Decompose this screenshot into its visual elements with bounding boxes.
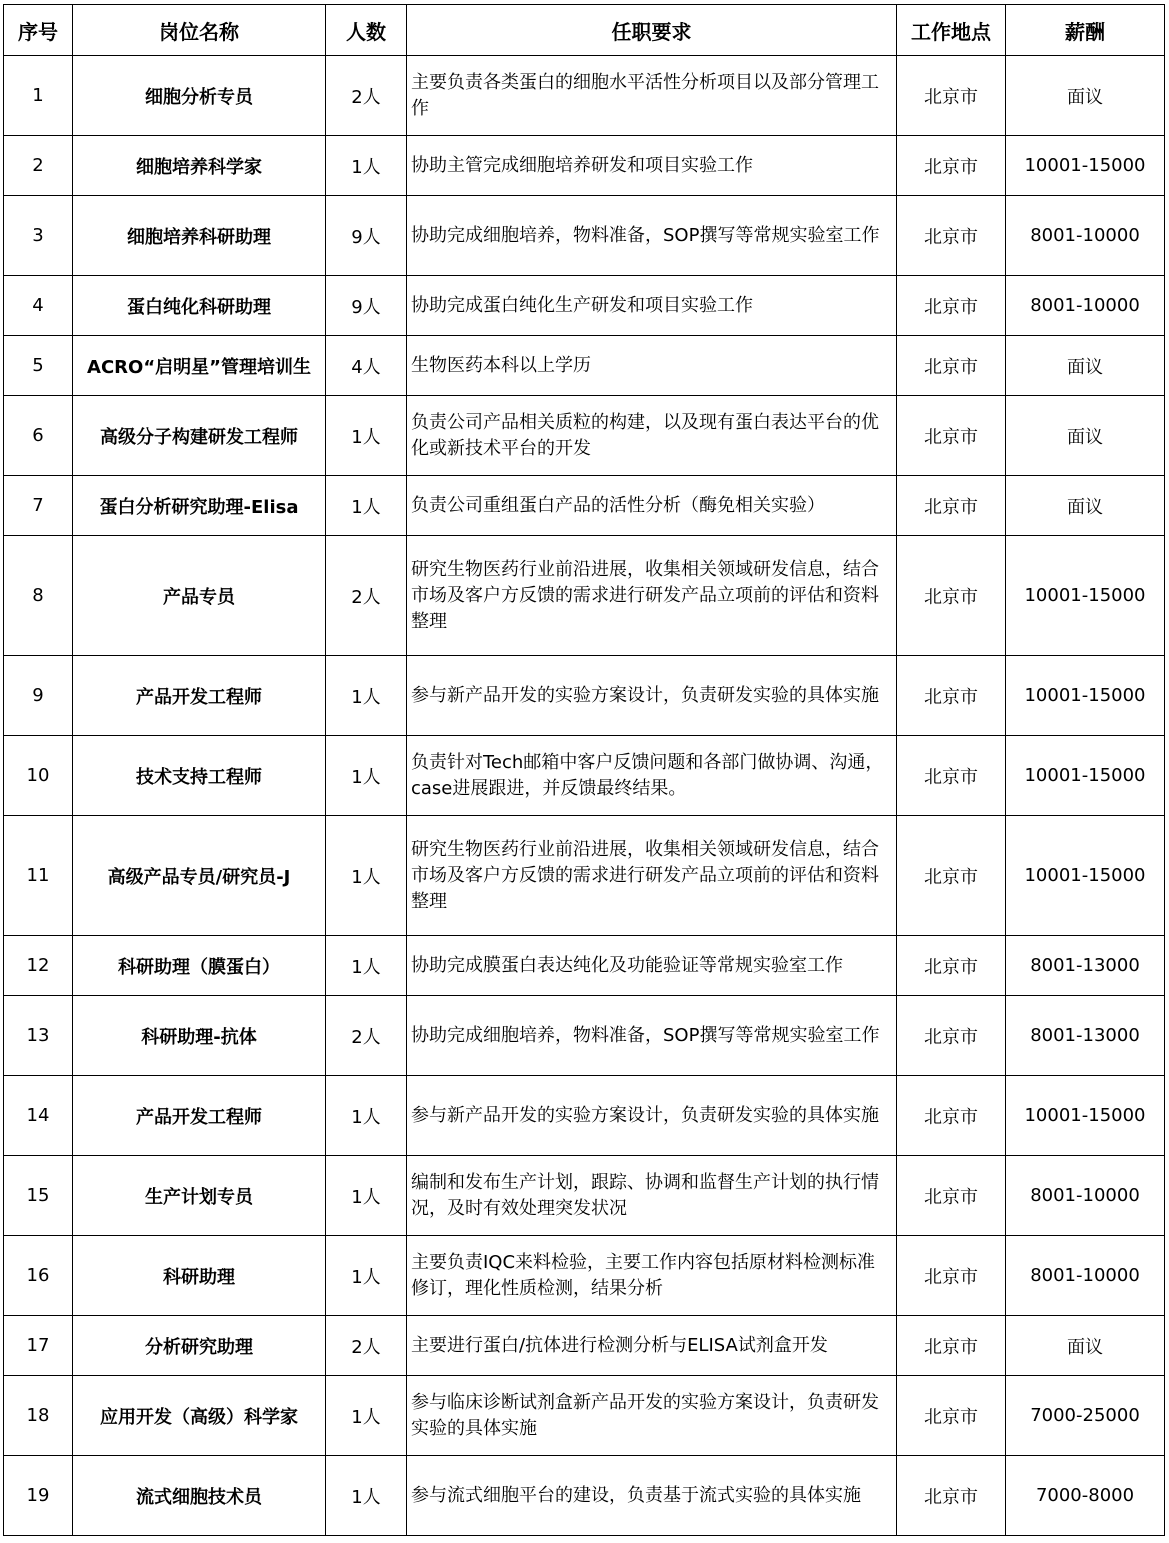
salary: 7000-25000 bbox=[1006, 1376, 1165, 1456]
headcount: 2人 bbox=[326, 1316, 407, 1376]
headcount: 4人 bbox=[326, 336, 407, 396]
job-title: 产品开发工程师 bbox=[73, 1076, 326, 1156]
headcount: 1人 bbox=[326, 656, 407, 736]
headcount: 1人 bbox=[326, 736, 407, 816]
salary: 10001-15000 bbox=[1006, 656, 1165, 736]
row-number: 7 bbox=[4, 476, 73, 536]
table-row bbox=[4, 656, 1165, 736]
table-row bbox=[4, 816, 1165, 936]
headcount: 9人 bbox=[326, 276, 407, 336]
salary: 面议 bbox=[1006, 1316, 1165, 1376]
header-requirements: 任职要求 bbox=[407, 5, 897, 56]
job-title: 技术支持工程师 bbox=[73, 736, 326, 816]
salary: 10001-15000 bbox=[1006, 736, 1165, 816]
job-title: 细胞培养科研助理 bbox=[73, 196, 326, 276]
table-row bbox=[4, 276, 1165, 336]
work-location: 北京市 bbox=[897, 1316, 1006, 1376]
job-requirements: 协助主管完成细胞培养研发和项目实验工作 bbox=[407, 136, 897, 196]
salary: 10001-15000 bbox=[1006, 136, 1165, 196]
work-location: 北京市 bbox=[897, 276, 1006, 336]
job-requirements: 协助完成细胞培养，物料准备，SOP撰写等常规实验室工作 bbox=[407, 196, 897, 276]
headcount: 1人 bbox=[326, 1376, 407, 1456]
job-requirements: 参与新产品开发的实验方案设计，负责研发实验的具体实施 bbox=[407, 656, 897, 736]
row-number: 15 bbox=[4, 1156, 73, 1236]
job-title: 细胞分析专员 bbox=[73, 56, 326, 136]
headcount: 1人 bbox=[326, 1236, 407, 1316]
job-requirements: 编制和发布生产计划，跟踪、协调和监督生产计划的执行情况，及时有效处理突发状况 bbox=[407, 1156, 897, 1236]
work-location: 北京市 bbox=[897, 1156, 1006, 1236]
work-location: 北京市 bbox=[897, 476, 1006, 536]
salary: 7000-8000 bbox=[1006, 1456, 1165, 1536]
salary: 8001-10000 bbox=[1006, 1236, 1165, 1316]
row-number: 13 bbox=[4, 996, 73, 1076]
job-title: 细胞培养科学家 bbox=[73, 136, 326, 196]
salary: 8001-10000 bbox=[1006, 196, 1165, 276]
job-requirements: 主要负责IQC来料检验，主要工作内容包括原材料检测标准修订，理化性质检测，结果分析 bbox=[407, 1236, 897, 1316]
row-number: 6 bbox=[4, 396, 73, 476]
salary: 8001-13000 bbox=[1006, 996, 1165, 1076]
job-requirements: 主要进行蛋白/抗体进行检测分析与ELISA试剂盒开发 bbox=[407, 1316, 897, 1376]
job-requirements: 负责针对Tech邮箱中客户反馈问题和各部门做协调、沟通，case进展跟进，并反馈最终结果。 bbox=[407, 736, 897, 816]
table-row bbox=[4, 1156, 1165, 1236]
job-title: 分析研究助理 bbox=[73, 1316, 326, 1376]
work-location: 北京市 bbox=[897, 996, 1006, 1076]
table-row bbox=[4, 1456, 1165, 1536]
row-number: 18 bbox=[4, 1376, 73, 1456]
salary: 面议 bbox=[1006, 336, 1165, 396]
headcount: 1人 bbox=[326, 816, 407, 936]
headcount: 9人 bbox=[326, 196, 407, 276]
salary: 10001-15000 bbox=[1006, 536, 1165, 656]
row-number: 4 bbox=[4, 276, 73, 336]
job-title: 产品开发工程师 bbox=[73, 656, 326, 736]
job-title: 高级产品专员/研究员-J bbox=[73, 816, 326, 936]
work-location: 北京市 bbox=[897, 816, 1006, 936]
job-requirements: 协助完成细胞培养，物料准备，SOP撰写等常规实验室工作 bbox=[407, 996, 897, 1076]
work-location: 北京市 bbox=[897, 1236, 1006, 1316]
job-requirements: 协助完成膜蛋白表达纯化及功能验证等常规实验室工作 bbox=[407, 936, 897, 996]
headcount: 1人 bbox=[326, 476, 407, 536]
job-title: 高级分子构建研发工程师 bbox=[73, 396, 326, 476]
table-row bbox=[4, 736, 1165, 816]
header-job-title: 岗位名称 bbox=[73, 5, 326, 56]
job-title: 蛋白分析研究助理-Elisa bbox=[73, 476, 326, 536]
table-row bbox=[4, 1076, 1165, 1156]
work-location: 北京市 bbox=[897, 396, 1006, 476]
headcount: 1人 bbox=[326, 1076, 407, 1156]
table-row bbox=[4, 936, 1165, 996]
table-row bbox=[4, 336, 1165, 396]
job-requirements: 研究生物医药行业前沿进展，收集相关领域研发信息，结合市场及客户方反馈的需求进行研发产品立项前的评估和资料整理 bbox=[407, 816, 897, 936]
headcount: 1人 bbox=[326, 1156, 407, 1236]
row-number: 12 bbox=[4, 936, 73, 996]
header-salary: 薪酬 bbox=[1006, 5, 1165, 56]
headcount: 1人 bbox=[326, 136, 407, 196]
job-title: 科研助理（膜蛋白） bbox=[73, 936, 326, 996]
headcount: 1人 bbox=[326, 936, 407, 996]
work-location: 北京市 bbox=[897, 1076, 1006, 1156]
job-title: 应用开发（高级）科学家 bbox=[73, 1376, 326, 1456]
table-row bbox=[4, 1316, 1165, 1376]
job-requirements: 负责公司重组蛋白产品的活性分析（酶免相关实验） bbox=[407, 476, 897, 536]
salary: 8001-13000 bbox=[1006, 936, 1165, 996]
job-title: 产品专员 bbox=[73, 536, 326, 656]
job-requirements: 生物医药本科以上学历 bbox=[407, 336, 897, 396]
table-row bbox=[4, 996, 1165, 1076]
row-number: 2 bbox=[4, 136, 73, 196]
headcount: 2人 bbox=[326, 536, 407, 656]
work-location: 北京市 bbox=[897, 1456, 1006, 1536]
headcount: 1人 bbox=[326, 396, 407, 476]
table-row bbox=[4, 1376, 1165, 1456]
row-number: 9 bbox=[4, 656, 73, 736]
table-row bbox=[4, 1236, 1165, 1316]
work-location: 北京市 bbox=[897, 656, 1006, 736]
row-number: 3 bbox=[4, 196, 73, 276]
work-location: 北京市 bbox=[897, 336, 1006, 396]
work-location: 北京市 bbox=[897, 536, 1006, 656]
row-number: 10 bbox=[4, 736, 73, 816]
salary: 8001-10000 bbox=[1006, 276, 1165, 336]
job-requirements: 主要负责各类蛋白的细胞水平活性分析项目以及部分管理工作 bbox=[407, 56, 897, 136]
headcount: 2人 bbox=[326, 56, 407, 136]
table-header-row bbox=[4, 5, 1165, 56]
job-title: 科研助理 bbox=[73, 1236, 326, 1316]
work-location: 北京市 bbox=[897, 1376, 1006, 1456]
header-number: 序号 bbox=[4, 5, 73, 56]
job-requirements: 负责公司产品相关质粒的构建，以及现有蛋白表达平台的优化或新技术平台的开发 bbox=[407, 396, 897, 476]
salary: 8001-10000 bbox=[1006, 1156, 1165, 1236]
work-location: 北京市 bbox=[897, 736, 1006, 816]
row-number: 17 bbox=[4, 1316, 73, 1376]
table-row bbox=[4, 396, 1165, 476]
work-location: 北京市 bbox=[897, 936, 1006, 996]
salary: 10001-15000 bbox=[1006, 1076, 1165, 1156]
work-location: 北京市 bbox=[897, 196, 1006, 276]
header-headcount: 人数 bbox=[326, 5, 407, 56]
salary: 10001-15000 bbox=[1006, 816, 1165, 936]
job-requirements: 参与新产品开发的实验方案设计，负责研发实验的具体实施 bbox=[407, 1076, 897, 1156]
headcount: 2人 bbox=[326, 996, 407, 1076]
job-title: 科研助理-抗体 bbox=[73, 996, 326, 1076]
job-title: 蛋白纯化科研助理 bbox=[73, 276, 326, 336]
job-title: ACRO“启明星”管理培训生 bbox=[73, 336, 326, 396]
job-requirements: 研究生物医药行业前沿进展，收集相关领域研发信息，结合市场及客户方反馈的需求进行研发产品立项前的评估和资料整理 bbox=[407, 536, 897, 656]
row-number: 16 bbox=[4, 1236, 73, 1316]
row-number: 11 bbox=[4, 816, 73, 936]
job-requirements: 协助完成蛋白纯化生产研发和项目实验工作 bbox=[407, 276, 897, 336]
row-number: 14 bbox=[4, 1076, 73, 1156]
row-number: 8 bbox=[4, 536, 73, 656]
table-row bbox=[4, 56, 1165, 136]
work-location: 北京市 bbox=[897, 56, 1006, 136]
job-requirements: 参与流式细胞平台的建设，负责基于流式实验的具体实施 bbox=[407, 1456, 897, 1536]
row-number: 5 bbox=[4, 336, 73, 396]
table-row bbox=[4, 476, 1165, 536]
job-title: 流式细胞技术员 bbox=[73, 1456, 326, 1536]
table-row bbox=[4, 196, 1165, 276]
headcount: 1人 bbox=[326, 1456, 407, 1536]
header-location: 工作地点 bbox=[897, 5, 1006, 56]
job-listing-table bbox=[3, 4, 1165, 1536]
salary: 面议 bbox=[1006, 476, 1165, 536]
work-location: 北京市 bbox=[897, 136, 1006, 196]
row-number: 1 bbox=[4, 56, 73, 136]
job-requirements: 参与临床诊断试剂盒新产品开发的实验方案设计，负责研发实验的具体实施 bbox=[407, 1376, 897, 1456]
salary: 面议 bbox=[1006, 56, 1165, 136]
row-number: 19 bbox=[4, 1456, 73, 1536]
job-title: 生产计划专员 bbox=[73, 1156, 326, 1236]
salary: 面议 bbox=[1006, 396, 1165, 476]
table-row bbox=[4, 136, 1165, 196]
table-row bbox=[4, 536, 1165, 656]
